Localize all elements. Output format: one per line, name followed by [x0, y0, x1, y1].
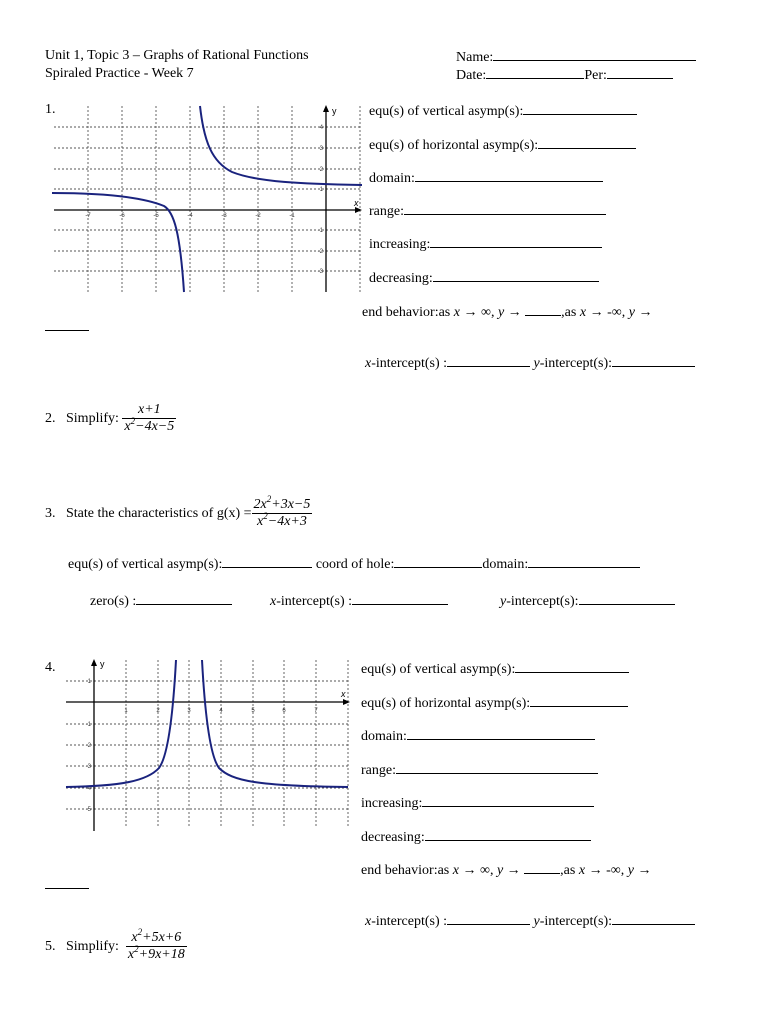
q1-increasing-field[interactable]: [369, 235, 602, 253]
q4-end-behavior-label: end behavior:as: [361, 863, 450, 878]
q4-axes: [66, 664, 346, 831]
q1-intercepts-field[interactable]: x-intercept(s) : y-intercept(s):: [365, 354, 695, 372]
q3: [45, 494, 312, 530]
q4-y-tick: -1: [85, 722, 91, 728]
q5-fraction: [126, 927, 187, 963]
q4-y-axis-label: y: [100, 659, 105, 669]
q1-horizontal-asymptote-label: equ(s) of horizontal asymp(s):: [369, 138, 539, 153]
q4-number: 4.: [45, 660, 56, 675]
q3-zeros-field[interactable]: [90, 592, 232, 610]
q4-intercepts-field[interactable]: x-intercept(s) : y-intercept(s):: [365, 912, 695, 930]
q3-number: 3.: [45, 505, 56, 521]
q1-y-arrow: [323, 105, 329, 112]
q1-decreasing-label: decreasing:: [369, 271, 433, 286]
q3-hole-label: coord of hole:: [315, 557, 395, 572]
q4-curve-right: [202, 660, 348, 787]
q4-x-tick: 3: [187, 708, 191, 714]
q2-fraction: [122, 402, 176, 435]
q4-domain-label: domain:: [361, 729, 407, 744]
q4-x-axis-label: x: [341, 689, 346, 699]
q4-decreasing-label: decreasing:: [361, 830, 425, 845]
q3-denominator: $x^2-4x+3$: [252, 513, 313, 530]
q2-prompt: Simplify:: [66, 410, 119, 426]
name-field[interactable]: [456, 48, 696, 66]
q2-number: 2.: [45, 410, 56, 426]
q1-curve-left: [52, 193, 184, 292]
q4-grid: [66, 660, 350, 826]
q4-vertical-asymptote-label: equ(s) of vertical asymp(s):: [361, 662, 516, 677]
q1-y-tick: 4: [319, 125, 323, 131]
q4-increasing-label: increasing:: [361, 796, 423, 811]
q1-number: 1.: [45, 102, 56, 117]
name-label: Name:: [456, 50, 494, 65]
q1-y-intercept-label: -intercept(s):: [539, 356, 613, 371]
q5-numerator: $x^2+5x+6$: [131, 927, 182, 945]
q1-x-intercept-label: -intercept(s) :: [371, 356, 448, 371]
q1-x-axis-label: x: [354, 198, 359, 208]
q3-domain-label: domain:: [482, 557, 529, 572]
q4-domain-field[interactable]: [361, 727, 595, 745]
q1-y-tick: 2: [319, 167, 323, 173]
q1-curve-right: [200, 106, 362, 185]
q3-vertical-asymptote-label: equ(s) of vertical asymp(s):: [68, 557, 223, 572]
q4-y-tick: -5: [85, 807, 91, 813]
q4-end-behavior-continuation[interactable]: [45, 876, 89, 894]
q1-y-axis-label: y: [332, 106, 337, 116]
worksheet-subtitle: Spiraled Practice - Week 7: [45, 66, 194, 81]
q4-x-arrow: [343, 699, 350, 705]
q4-y-intercept-label: -intercept(s):: [539, 914, 613, 929]
q4-y-tick: -3: [85, 764, 91, 770]
q3-row1[interactable]: [68, 555, 640, 573]
q1-x-tick: -6: [119, 213, 125, 219]
q3-x-intercept-field[interactable]: x-intercept(s) :: [270, 592, 448, 610]
q4-x-tick: 6: [282, 708, 286, 714]
q4-y-tick: 1: [87, 679, 91, 685]
date-period-field[interactable]: [456, 66, 673, 84]
q4-y-tick: -2: [85, 743, 91, 749]
q3-zeros-label: zero(s) :: [90, 594, 137, 609]
period-label: Per:: [584, 68, 607, 83]
q5: [45, 927, 187, 963]
q4-curve-left: [66, 660, 176, 787]
q4-x-tick: 7: [314, 708, 318, 714]
q1-vertical-asymptote-field[interactable]: [369, 102, 637, 120]
q4-range-label: range:: [361, 763, 396, 778]
q1-range-field[interactable]: [369, 202, 606, 220]
q4-graph: [62, 656, 352, 834]
q4-horizontal-asymptote-field[interactable]: [361, 694, 628, 712]
q2-numerator: x+1: [137, 402, 161, 417]
q1-x-tick: -1: [289, 213, 295, 219]
q4-decreasing-field[interactable]: [361, 828, 591, 846]
q2-denominator: $x^2-4x-5$: [124, 416, 175, 435]
q3-y-intercept-label: -intercept(s):: [506, 594, 579, 609]
q4-horizontal-asymptote-label: equ(s) of horizontal asymp(s):: [361, 696, 531, 711]
q1-domain-field[interactable]: [369, 169, 603, 187]
q1-domain-label: domain:: [369, 171, 415, 186]
q5-denominator: $x^2+9x+18$: [127, 944, 185, 963]
q1-increasing-label: increasing:: [369, 237, 431, 252]
q4-x-tick: 4: [219, 708, 223, 714]
q4-y-tick: -4: [85, 786, 91, 792]
q1-grid: [54, 106, 362, 292]
q1-decreasing-field[interactable]: [369, 269, 599, 287]
q5-prompt: Simplify:: [66, 938, 119, 954]
q3-fraction: [252, 494, 313, 530]
q4-vertical-asymptote-field[interactable]: [361, 660, 629, 678]
q4-x-intercept-label: -intercept(s) :: [371, 914, 448, 929]
q1-x-tick: -7: [85, 213, 91, 219]
q3-prompt: State the characteristics of g(x) =: [66, 505, 252, 521]
q4-range-field[interactable]: [361, 761, 598, 779]
q1-x-tick: -3: [221, 213, 227, 219]
q1-end-behavior-field[interactable]: end behavior:as x → ∞, y → ,as x → -∞, y →: [362, 305, 653, 320]
q4-increasing-field[interactable]: [361, 794, 594, 812]
q3-numerator: $2x^2+3x-5$: [253, 494, 311, 512]
q1-y-tick: -1: [317, 228, 323, 234]
q1-y-tick: -2: [317, 249, 323, 255]
q4-y-arrow: [91, 659, 97, 666]
q5-number: 5.: [45, 938, 56, 954]
q3-x-intercept-label: -intercept(s) :: [276, 594, 353, 609]
q4-end-behavior-field[interactable]: end behavior:as x → ∞, y → ,as x → -∞, y →: [361, 863, 652, 878]
q1-y-tick: 1: [319, 187, 323, 193]
q4-x-tick: 1: [124, 708, 128, 714]
q1-x-tick: -4: [187, 213, 193, 219]
q1-end-behavior-label: end behavior:as: [362, 305, 451, 320]
q1-range-label: range:: [369, 204, 404, 219]
q2: [45, 402, 176, 435]
q1-y-tick: -3: [317, 269, 323, 275]
q1-x-tick: -2: [255, 213, 261, 219]
q1-x-tick: -5: [153, 213, 159, 219]
q3-y-intercept-field[interactable]: y-intercept(s):: [500, 592, 675, 610]
q1-vertical-asymptote-label: equ(s) of vertical asymp(s):: [369, 104, 524, 119]
q1-horizontal-asymptote-field[interactable]: [369, 136, 636, 154]
worksheet-title: Unit 1, Topic 3 – Graphs of Rational Functions: [45, 48, 309, 63]
date-label: Date:: [456, 68, 487, 83]
q1-y-tick: 3: [319, 146, 323, 152]
q1-graph: [52, 102, 364, 294]
q4-x-tick: 2: [156, 708, 160, 714]
q1-end-behavior-continuation[interactable]: [45, 318, 89, 336]
q4-x-tick: 5: [251, 708, 255, 714]
